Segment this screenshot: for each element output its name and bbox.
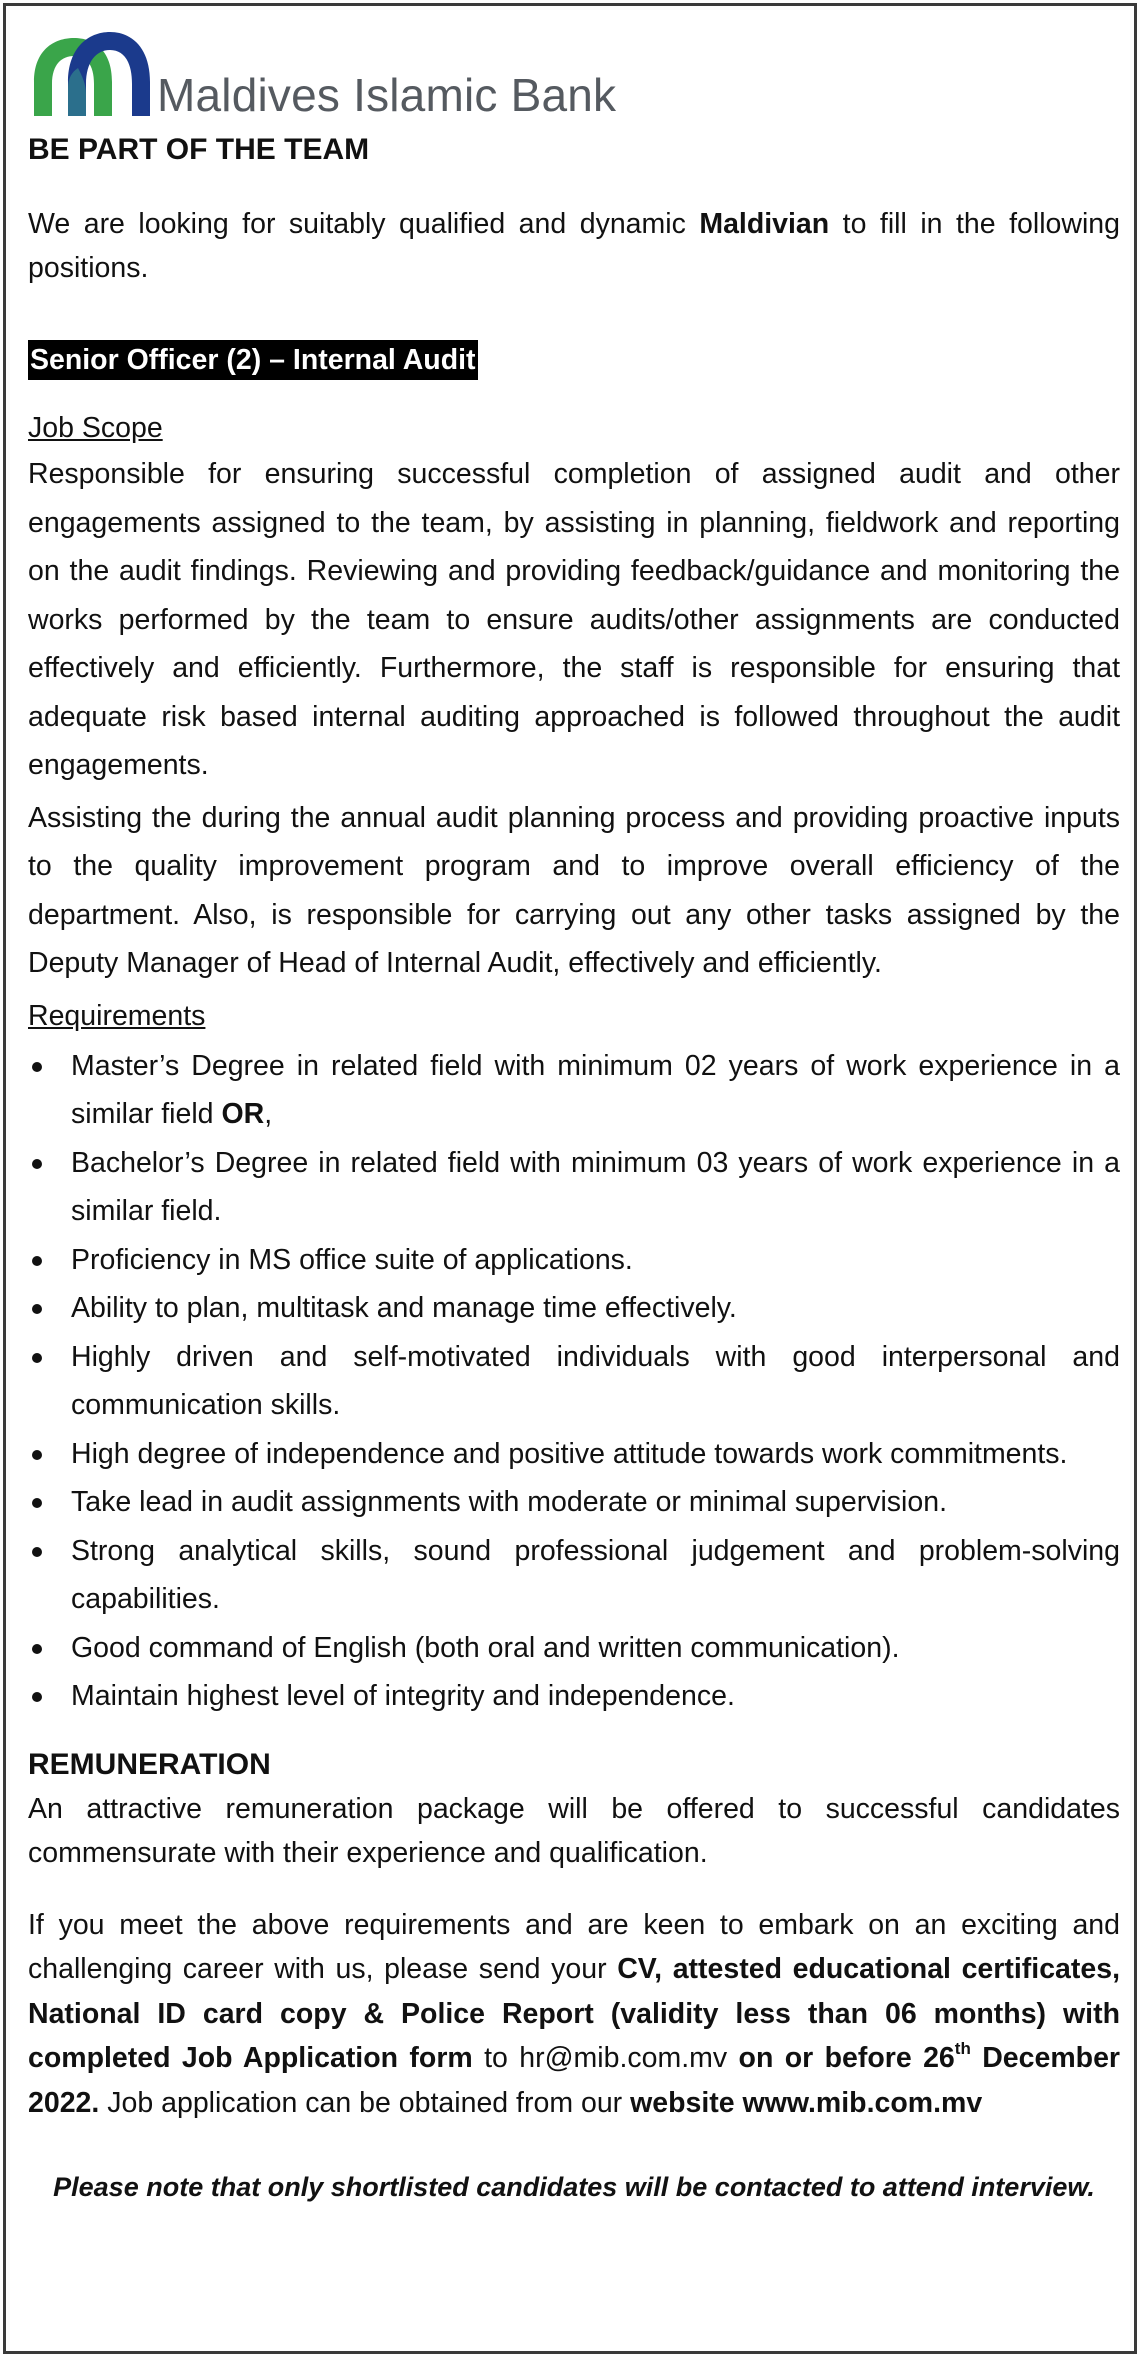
list-item: Strong analytical skills, sound professional judgement and problem-solving capabilities. [28, 1527, 1120, 1624]
list-item: Highly driven and self-motivated individuals with good interpersonal and communication skills. [28, 1333, 1120, 1430]
requirements-label: Requirements [28, 999, 206, 1032]
deadline-text: on or before 26 [738, 2042, 955, 2074]
list-item-text: Master’s Degree in related field with minimum 02 years of work experience in a similar field [71, 1049, 1120, 1130]
intro-paragraph [28, 202, 1120, 290]
list-item: Ability to plan, multitask and manage time effectively. [28, 1284, 1120, 1333]
list-item: Take lead in audit assignments with moderate or minimal supervision. [28, 1478, 1120, 1527]
job-advertisement [28, 28, 1120, 2207]
list-item-bold: OR [221, 1098, 265, 1130]
list-item: High degree of independence and positive attitude towards work commitments. [28, 1430, 1120, 1479]
list-item-text: , [264, 1098, 273, 1130]
remuneration-text: An attractive remuneration package will be offered to successful candidates commensurate with their experience and qualification. [28, 1792, 1120, 1869]
position-title: Senior Officer (2) – Internal Audit [28, 340, 478, 380]
job-scope-paragraph-1: Responsible for ensuring successful completion of assigned audit and other engagements assigned to the team, by assisting in planning, fieldwork and reporting on the audit findings. Reviewing and providing feedback/guidance and monitoring the works performed by the team to ensure audits/other assignments are conducted effectively and efficiently. Furthermore, the staff is responsible for ensuring that adequate risk based internal auditing approached is followed throughout the audit engagements. [28, 458, 1120, 781]
apply-email: to hr@mib.com.mv [472, 2042, 739, 2074]
application-instructions [28, 1903, 1120, 2126]
bank-name: Maldives Islamic Bank [157, 69, 617, 121]
list-item [28, 1042, 1120, 1139]
page-headline: BE PART OF THE TEAM [28, 133, 370, 166]
list-item: Proficiency in MS office suite of applications. [28, 1236, 1120, 1285]
remuneration-heading: REMUNERATION [28, 1747, 271, 1781]
list-item: Good command of English (both oral and written communication). [28, 1624, 1120, 1673]
deadline-date: December 2022. [28, 2042, 1121, 2119]
job-scope-paragraph-2: Assisting the during the annual audit planning process and providing proactive inputs to the quality improvement program and to improve overall efficiency of the department. Also, is responsible for carrying out any other tasks assigned by the Deputy Manager of Head of Internal Audit, effectively and efficiently. [28, 801, 1120, 979]
intro-text-after: to fill in the following positions. [28, 208, 1120, 284]
list-item: Bachelor’s Degree in related field with minimum 03 years of work experience in a similar field. [28, 1139, 1120, 1236]
shortlist-note: Please note that only shortlisted candidates will be contacted to attend interview. [53, 2172, 1095, 2202]
intro-text-bold: Maldivian [699, 208, 830, 240]
list-item: Maintain highest level of integrity and independence. [28, 1672, 1120, 1721]
requirements-list [28, 1042, 1120, 1721]
apply-text: If you meet the above requirements and are keen to embark on an exciting and challenging career with us, please send your [28, 1908, 1120, 1985]
apply-text: Job application can be obtained from our [99, 2086, 631, 2119]
required-documents: CV, attested educational certificates, National ID card copy & Police Report (validity less than 06 months) with completed Job Application form [28, 1953, 1120, 2074]
deadline-suffix: th [954, 2039, 971, 2058]
intro-text-before: We are looking for suitably qualified and dynamic [28, 208, 700, 240]
job-scope-label: Job Scope [28, 412, 163, 444]
website-link: website www.mib.com.mv [630, 2086, 983, 2119]
mib-arch-logo-icon [28, 28, 153, 120]
bank-logo [28, 28, 1120, 120]
